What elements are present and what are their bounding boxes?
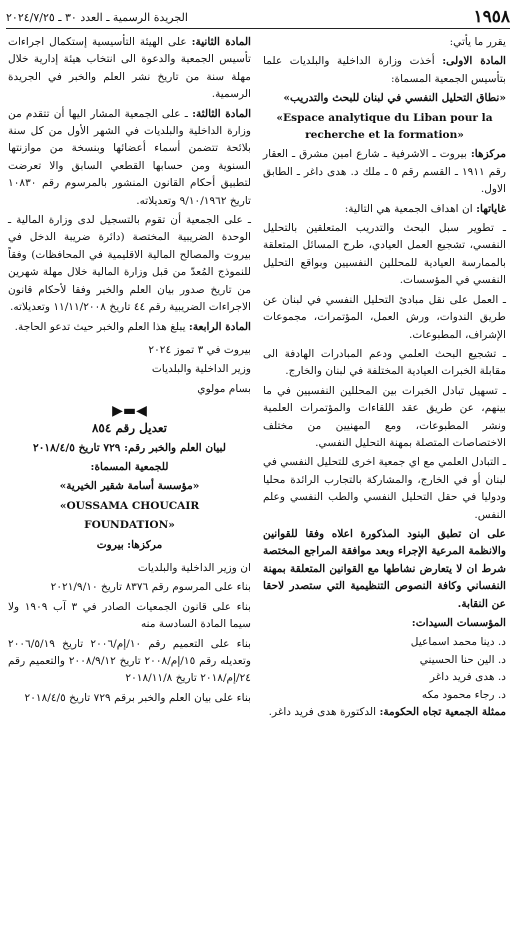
- founder-item: د. الين حنا الحسيني: [419, 653, 506, 666]
- conditions-text: على ان تطبق البنود المذكورة اعلاه وفقا للقوانين والانظمة المرعية الإجراء وبعد موافقة المراجع المختصة شرط ان لا يتعارض نشاطها مع القوانين المتعلقة بمهنة النفساني وكافة النصوص التنظيمية التي ستصدر لاحقا عن النقابة.: [263, 527, 506, 610]
- founder-item: د. هدى فريد داغر: [429, 671, 506, 684]
- article-1-label: المادة الاولى:: [442, 55, 506, 68]
- association-name-ar-2: «مؤسسة أسامة شقير الخيرية»: [59, 480, 200, 493]
- goals-label: غاياتها:: [476, 202, 506, 215]
- representative-text: الدكتورة هدى فريد داغر.: [268, 706, 377, 719]
- header-title: الجريدة الرسمية ـ العدد ٣٠ ـ ٢٠٢٤/٧/٢٥: [6, 10, 188, 24]
- goal-item: ـ التبادل العلمي مع اي جمعية اخرى للتحليل النفسي في لبنان أو في الخارج، والمشاركة بالتجارب الرائدة محليا ودوليا في حقل التحليل النفسي والطب النفسي وعلم النفس.: [263, 456, 506, 521]
- article-4-text: يبلغ هذا العلم والخبر حيث تدعو الحاجة.: [14, 320, 186, 333]
- article-2-text: على الهيئة التأسيسية إستكمال اجراءات تأسيس الجمعية والدعوة الى انتخاب هيئة إدارية خلال مهلة سنة من تاريخ نشر العلم والخبر في الجريدة الرسمية.: [8, 36, 251, 101]
- representative-label: ممثلة الجمعية تجاه الحكومة:: [379, 706, 506, 719]
- signature-place-date: بيروت في ٣ تموز ٢٠٢٤: [148, 343, 251, 356]
- headquarters-2-label: مركزها:: [127, 538, 163, 551]
- association-name-en-line1: «OUSSAMA CHOUCAIR: [59, 499, 200, 512]
- association-name-en-line2: FOUNDATION»: [84, 519, 175, 532]
- headquarters-label: مركزها:: [470, 148, 506, 161]
- preamble-minister: ان وزير الداخلية والبلديات: [137, 561, 251, 574]
- page-header: [6, 6, 510, 29]
- article-2-label: المادة الثانية:: [191, 36, 251, 48]
- founders-label: المؤسسات السيدات:: [411, 617, 506, 629]
- founders-list: [263, 634, 506, 704]
- article-3: [8, 106, 251, 210]
- headquarters-2: [8, 537, 251, 554]
- article-2: [8, 34, 251, 104]
- page-number: ١٩٥٨: [473, 7, 510, 27]
- goals-text: ان اهداف الجمعية هي التالية:: [344, 202, 473, 215]
- association-name-ar: «نطاق التحليل النفسي في لبنان للبحث والتدريب»: [283, 92, 506, 105]
- preamble-law: بناء على قانون الجمعيات الصادر في ٣ آب ١٩٠٩ ولا سيما المادة السادسة منه: [8, 600, 251, 631]
- headquarters-text: بيروت ـ الاشرفية ـ شارع امين مشرق ـ العقار رقم ١٩١١ ـ القسم رقم ٥ ـ ملك د. هدى داغر ـ الطابق الاول.: [263, 148, 506, 196]
- representative: [263, 704, 506, 721]
- preamble-circulars: بناء على التعميم رقم ١٠/إم/٢٠٠٦ تاريخ ٢٠٠٦/٥/١٩ وتعديله رقم ١٥/إم/٢٠٠٨ تاريخ ٢٠٠٨/٩/١٢ والتعميم رقم ٢٤/إم/٢٠١٨ تاريخ ٢٠١٨/١١/٨: [8, 637, 251, 685]
- founder-item: د. رجاء محمود مكه: [421, 688, 506, 701]
- amendment-for: للجمعية المسماة:: [90, 460, 169, 473]
- goal-item: ـ تطوير سبل البحث والتدريب المتعلقين بالتحليل النفسي، تشجيع العمل العيادي، طرح المسائل المتعلقة بالممارسة العيادية للمحللين النفسيين وبواقع التحليل النفسي في المؤسسات.: [263, 222, 506, 287]
- preamble-statement: بناء على بيان العلم والخبر برقم ٧٢٩ تاريخ ٢٠١٨/٤/٥: [24, 691, 251, 704]
- article-1-text: أخذت وزارة الداخلية والبلديات علما بتأسيس الجمعية المسماة:: [263, 55, 506, 85]
- right-column: [263, 34, 506, 723]
- left-column: [8, 34, 251, 709]
- headquarters: [263, 146, 506, 198]
- association-name-fr: «Espace analytique du Liban pour la recherche et la formation»: [276, 111, 493, 142]
- goals-intro: [263, 201, 506, 218]
- signature-title: وزير الداخلية والبلديات: [151, 363, 251, 376]
- article-3-label: المادة الثالثة:: [192, 107, 252, 120]
- article-4: [8, 319, 251, 336]
- signature-name: بسام مولوي: [197, 382, 251, 395]
- amendment-title: تعديل رقم ٨٥٤: [91, 421, 168, 436]
- goal-item: ـ تسهيل تبادل الخبرات بين المحللين النفسيين في ما بينهم، عن طريق عقد اللقاءات والمؤتمرات العلمية ونشر المطبوعات، ومع المهنيين من مختلف الاختصاصات المتصلة بمهنة التحليل النفسي.: [263, 384, 506, 449]
- intro-text: يقرر ما يأتي:: [449, 36, 506, 48]
- article-3-tax: ـ على الجمعية أن تقوم بالتسجيل لدى وزارة المالية ـ الوحدة الضريبية المختصة (دائرة ضريبة الدخل في بيروت والمصالح المالية الاقليمية في المحافظات) وفقاً للنموذج المُعدّ من قبل وزارة المالية خلال مهلة شهرين من تاريخ صدور بيان العلم والخبر وفقا لأحكام قانون الاجراءات الضريبية رقم ٤٤ تاريخ ١١/١١/٢٠٠٨ وتعديلاته.: [8, 214, 251, 314]
- amendment-subtitle: لبيان العلم والخبر رقم: ٧٢٩ تاريخ ٢٠١٨/٤/٥: [33, 441, 226, 454]
- article-3-text: ـ على الجمعية المشار اليها أن تتقدم من وزارة الداخلية والبلديات في الشهر الأول من كل سنة بلائحة تتضمن أسماء أعضائها وبنسخة من موازنتها السنوية ومن حسابها القطعي السابق والا تعرضت لتطبيق أحكام القانون المنشور بالمرسوم رقم ١٠٨٣٠ تاريخ ٩/١٠/١٩٦٢ وتعديلاته.: [8, 107, 251, 207]
- preamble-decree: بناء على المرسوم رقم ٨٣٧٦ تاريخ ٢٠٢١/٩/١٠: [50, 581, 251, 594]
- headquarters-2-text: بيروت: [96, 538, 124, 551]
- founder-item: د. دينا محمد اسماعيل: [410, 636, 506, 649]
- goal-item: ـ تشجيع البحث العلمي ودعم المبادرات الهادفة الى مقابلة الخبرات العيادية المختلفة في لبنان والخارج.: [263, 347, 506, 378]
- article-1: [263, 53, 506, 88]
- goal-item: ـ العمل على نقل مبادئ التحليل النفسي في لبنان عن طريق الندوات، ورش العمل، المؤتمرات، مجموعات الإشراف، المطبوعات.: [263, 293, 506, 341]
- article-4-label: المادة الرابعة:: [188, 320, 251, 333]
- section-divider: ◀▬▶: [112, 403, 147, 420]
